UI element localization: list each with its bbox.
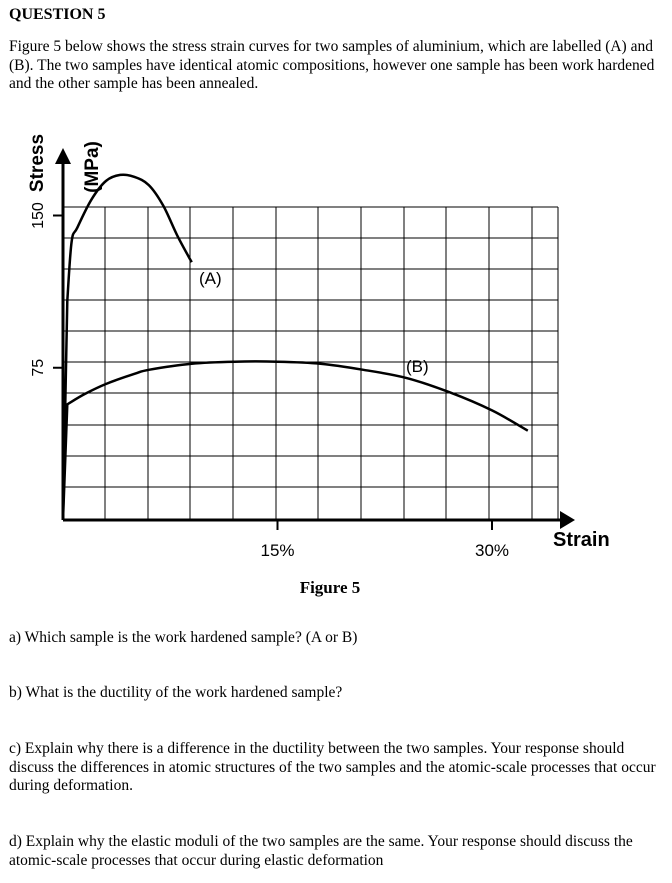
x-tick-label-30: 30% — [474, 541, 510, 560]
figure-caption: Figure 5 — [299, 578, 361, 597]
series-label-b: (B) — [406, 357, 429, 376]
series-label-a: (A) — [199, 269, 222, 288]
y-tick-label-75: 75 — [30, 358, 47, 377]
question-part-b: b) What is the ductility of the work hardened sample? — [9, 684, 343, 701]
x-axis-title: Strain — [553, 529, 610, 551]
y-axis-title: Stress — [27, 133, 48, 193]
series-line-a — [63, 175, 192, 520]
x-tick-label-15: 15% — [260, 541, 295, 560]
stress-strain-chart — [0, 120, 660, 575]
y-axis-units: (MPa) — [82, 141, 103, 193]
question-part-a: a) Which sample is the work hardened sample? (A or B) — [9, 629, 358, 646]
y-tick-label-150: 150 — [30, 202, 47, 229]
question-part-c: c) Explain why there is a difference in the ductility between the two samples. Your response should discuss the differences in atomic structures of the two samples and the atomic-scale processes that occur during deformation. — [9, 740, 656, 794]
series-lines — [63, 175, 528, 520]
question-intro: Figure 5 below shows the stress strain curves for two samples of aluminium, which are labelled (A) and (B). The two samples have identical atomic compositions, however one sample has been work hardened and the other sample has been annealed. — [9, 38, 655, 92]
axes — [53, 148, 575, 530]
y-axis-arrow — [55, 148, 71, 164]
question-heading: QUESTION 5 — [9, 6, 106, 23]
x-axis-arrow — [560, 511, 575, 529]
question-part-d: d) Explain why the elastic moduli of the two samples are the same. Your response should discuss the atomic-scale processes that occur during elastic deformation — [9, 833, 633, 869]
series-line-b — [63, 361, 528, 520]
